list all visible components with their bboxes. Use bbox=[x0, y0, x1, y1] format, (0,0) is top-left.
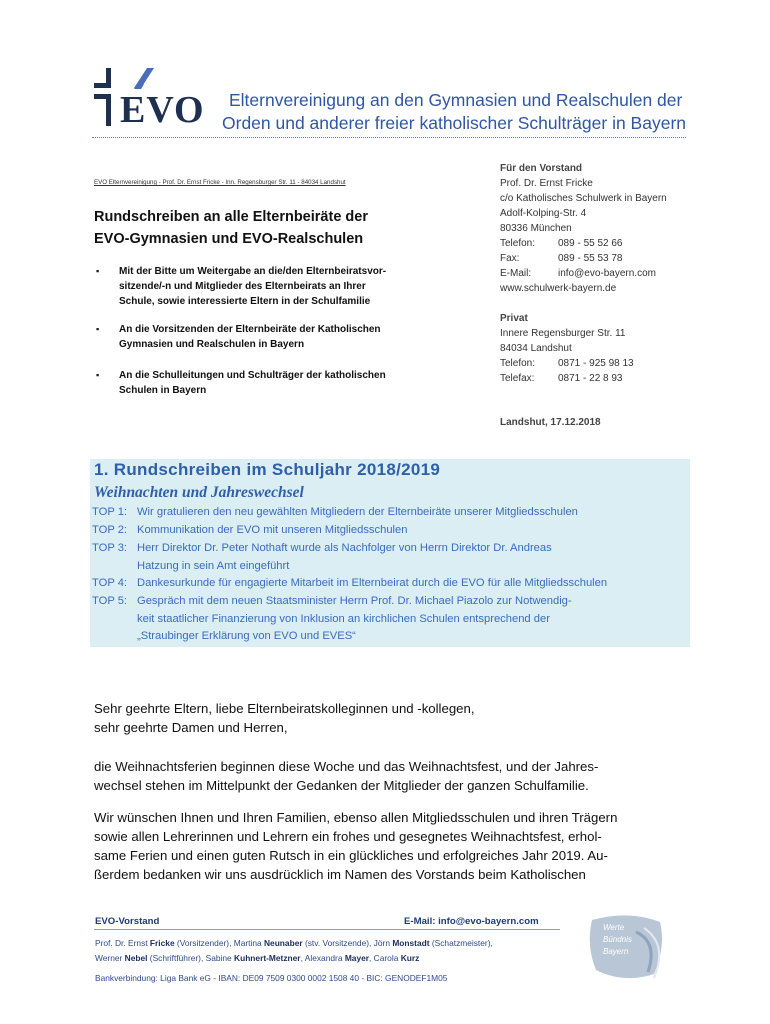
org-name-line-1: Elternvereinigung an den Gymnasien und Realschulen der bbox=[229, 90, 683, 110]
privat-contact-block bbox=[500, 311, 634, 386]
agenda-item-line: Wir gratulieren den neu gewählten Mitgliedern der Elternbeiräte unserer Mitgliedsschulen bbox=[137, 506, 578, 518]
member-text: (Vorsitzender), Martina bbox=[174, 938, 264, 948]
recipient-line: Mit der Bitte um Weitergabe an die/den Elternbeiratsvor- bbox=[119, 266, 387, 277]
paragraph-2-line: same Ferien und einen guten Rutsch in ein glückliches und erfolgreiches Jahr 2019. Au- bbox=[94, 848, 608, 863]
member-surname: Kuhnert-Metzner bbox=[234, 953, 301, 963]
vorstand-name: Prof. Dr. Ernst Fricke bbox=[500, 178, 593, 189]
vorstand-email-link[interactable]: info@evo-bayern.com bbox=[558, 268, 656, 279]
vorstand-phone: 089 - 55 52 66 bbox=[558, 238, 623, 249]
letter-title bbox=[94, 206, 368, 250]
paragraph-2-line: Wir wünschen Ihnen und Ihren Familien, ebenso allen Mitgliedsschulen und ihren Trägern bbox=[94, 810, 618, 825]
member-text: Prof. Dr. Ernst bbox=[95, 938, 150, 948]
footer-members-line-2 bbox=[95, 951, 419, 966]
agenda-subheading: Weihnachten und Jahreswechsel bbox=[94, 484, 304, 501]
greeting-line-2: sehr geehrte Damen und Herren, bbox=[94, 720, 288, 735]
member-surname: Neunaber bbox=[263, 938, 303, 948]
member-surname: Kurz bbox=[400, 953, 420, 963]
footer-label: EVO-Vorstand bbox=[95, 916, 160, 927]
agenda-item-line: Gespräch mit dem neuen Staatsminister Herrn Prof. Dr. Michael Piazolo zur Notwendig- bbox=[137, 595, 572, 607]
agenda-item-line: Kommunikation der EVO mit unseren Mitgliedsschulen bbox=[137, 524, 408, 536]
title-line-2: EVO-Gymnasien und EVO-Realschulen bbox=[94, 231, 364, 247]
letter-date: Landshut, 17.12.2018 bbox=[500, 417, 601, 428]
agenda-heading: 1. Rundschreiben im Schuljahr 2018/2019 bbox=[94, 460, 441, 479]
recipient-line: Schulen in Bayern bbox=[119, 385, 207, 396]
privat-city: 84034 Landshut bbox=[500, 343, 572, 354]
header-divider bbox=[92, 137, 686, 138]
vorstand-heading: Für den Vorstand bbox=[500, 163, 583, 174]
paragraph-1-line: die Weihnachtsferien beginnen diese Woche und das Weihnachtsfest, und der Jahres- bbox=[94, 759, 599, 774]
vorstand-city: 80336 München bbox=[500, 223, 572, 234]
recipient-line: An die Schulleitungen und Schulträger der katholischen bbox=[119, 370, 386, 381]
member-surname: Mayer bbox=[344, 953, 370, 963]
member-text: , Carola bbox=[369, 953, 401, 963]
agenda-item-key: TOP 3: bbox=[92, 542, 128, 554]
agenda-item-key: TOP 2: bbox=[92, 524, 128, 536]
recipient-line: Gymnasien und Realschulen in Bayern bbox=[119, 339, 305, 350]
member-text: , Alexandra bbox=[300, 953, 345, 963]
sender-address-line: EVO Elternvereinigung - Prof. Dr. Ernst Fricke - Inn. Regensburger Str. 11 - 84034 Landshut bbox=[94, 179, 346, 186]
vorstand-street: Adolf-Kolping-Str. 4 bbox=[500, 208, 587, 219]
bank-details: Bankverbindung: Liga Bank eG - IBAN: DE09 7509 0300 0002 1508 40 - BIC: GENODEF1M05 bbox=[95, 973, 448, 983]
paragraph-1-line: wechsel stehen im Mittelpunkt der Gedanken der Mitglieder der ganzen Schulfamilie. bbox=[94, 778, 589, 793]
footer-members-line-1 bbox=[95, 936, 493, 951]
member-text: Werner bbox=[95, 953, 125, 963]
agenda-item-line: keit staatlicher Finanzierung von Inklusion an kirchlichen Schulen entsprechend der bbox=[137, 612, 550, 625]
vorstand-fax: 089 - 55 53 78 bbox=[558, 253, 623, 264]
vorstand-contact-block bbox=[500, 161, 667, 296]
member-text: (Schriftführer), Sabine bbox=[147, 953, 235, 963]
paragraph-2-line: ßerdem bedanken wir uns ausdrücklich im Namen des Vorstands beim Katholischen bbox=[94, 867, 586, 882]
vorstand-web-link[interactable]: www.schulwerk-bayern.de bbox=[500, 283, 617, 294]
paragraph-2-line: sowie allen Lehrerinnen und Lehrern ein frohes und gesegnetes Weihnachtsfest, erhol- bbox=[94, 829, 602, 844]
member-surname: Monstadt bbox=[392, 938, 430, 948]
badge-line: Bayern bbox=[603, 947, 629, 956]
vorstand-org: c/o Katholisches Schulwerk in Bayern bbox=[500, 193, 667, 204]
agenda-item-line: Dankesurkunde für engagierte Mitarbeit im Elternbeirat durch die EVO für alle Mitgliedsschulen bbox=[137, 577, 608, 589]
agenda-item-line: Herr Direktor Dr. Peter Nothaft wurde als Nachfolger von Herrn Direktor Dr. Andreas bbox=[137, 542, 552, 554]
footer-email-link[interactable]: E-Mail: info@evo-bayern.com bbox=[404, 916, 539, 927]
phone-label: Telefon: bbox=[500, 358, 536, 369]
privat-fax: 0871 - 22 8 93 bbox=[558, 373, 623, 384]
agenda-item-line: Hatzung in sein Amt eingeführt bbox=[137, 559, 290, 572]
recipient-line: sitzende/-n und Mitglieder des Elternbeirats an Ihrer bbox=[119, 281, 366, 292]
recipient-line: Schule, sowie interessierte Eltern in der Schulfamilie bbox=[119, 296, 371, 307]
bullet-icon: ▪ bbox=[96, 370, 100, 380]
fax-label: Telefax: bbox=[500, 373, 535, 384]
member-surname: Fricke bbox=[149, 938, 175, 948]
agenda-item-key: TOP 5: bbox=[92, 595, 128, 607]
werte-buendnis-text bbox=[603, 922, 632, 958]
logo-text: EVO bbox=[120, 89, 205, 131]
badge-line: Werte bbox=[603, 923, 625, 932]
bullet-icon: ▪ bbox=[96, 324, 100, 334]
footer-divider bbox=[94, 929, 560, 930]
email-label: E-Mail: bbox=[500, 268, 532, 279]
recipient-line: An die Vorsitzenden der Elternbeiräte der Katholischen bbox=[119, 324, 381, 335]
privat-heading: Privat bbox=[500, 313, 528, 324]
fax-label: Fax: bbox=[500, 253, 520, 264]
privat-street: Innere Regensburger Str. 11 bbox=[500, 328, 626, 339]
title-line-1: Rundschreiben an alle Elternbeiräte der bbox=[94, 209, 368, 225]
agenda-item-key: TOP 1: bbox=[92, 506, 128, 518]
badge-line: Bündnis bbox=[603, 935, 632, 944]
evo-logo bbox=[94, 66, 218, 130]
bullet-icon: ▪ bbox=[96, 266, 100, 276]
agenda-item-key: TOP 4: bbox=[92, 577, 128, 589]
member-surname: Nebel bbox=[124, 953, 148, 963]
phone-label: Telefon: bbox=[500, 238, 536, 249]
org-name-line-2: Orden und anderer freier katholischer Schulträger in Bayern bbox=[222, 113, 686, 133]
agenda-item-line: „Straubinger Erklärung von EVO und EVES“ bbox=[137, 630, 356, 642]
member-text: (Schatzmeister), bbox=[429, 938, 493, 948]
privat-phone: 0871 - 925 98 13 bbox=[558, 358, 634, 369]
member-text: (stv. Vorsitzende), Jörn bbox=[302, 938, 393, 948]
greeting-line-1: Sehr geehrte Eltern, liebe Elternbeiratskolleginnen und -kollegen, bbox=[94, 701, 475, 716]
